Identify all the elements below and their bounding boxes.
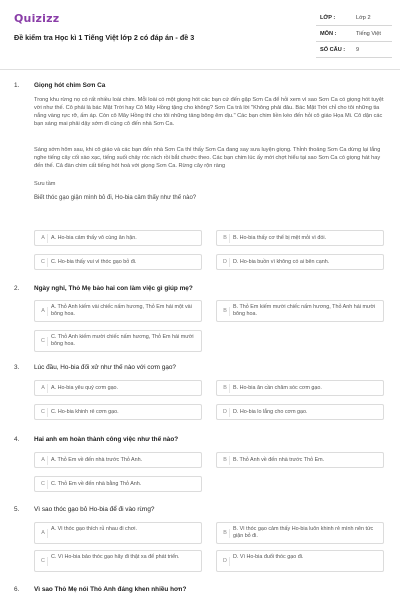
header-divider [0, 69, 400, 70]
option-b[interactable] [216, 452, 384, 468]
meta-value: 9 [356, 47, 360, 53]
option-text: A. Thỏ Em về đến nhà trước Thỏ Anh. [51, 457, 143, 463]
question-title: Lúc đầu, Ho-bia đối xử như thế nào với cơm gạo? [34, 364, 176, 371]
question-text: Biết thóc gạo giận mình bỏ đi, Ho-bia cảm thấy như thế nào? [34, 195, 197, 201]
question-title: Vì sao Thỏ Mẹ nói Thỏ Anh đáng khen nhiều hơn? [34, 586, 187, 593]
option-c[interactable] [34, 254, 202, 270]
option-a[interactable] [34, 230, 202, 246]
meta-value: Lớp 2 [356, 15, 371, 21]
meta-label: MÔN : [320, 31, 337, 37]
option-text: A. Ho-bia cảm thấy vô cùng ân hận. [51, 235, 137, 241]
passage-source: Sưu tầm [34, 181, 56, 187]
question-number: 1. [14, 82, 20, 89]
option-c[interactable] [34, 476, 202, 492]
option-text: A. Vì thóc gạo thích rủ nhau đi chơi. [51, 526, 137, 532]
question-number: 6. [14, 586, 20, 593]
option-text: C. Thỏ Anh kiếm mười chiếc nấm hương, Thỏ Em hái mười bông hoa. [51, 334, 194, 347]
meta-label: LỚP : [320, 15, 336, 21]
quizizz-logo: Quizizz [14, 12, 60, 25]
meta-table [316, 10, 392, 58]
option-letter: B [221, 384, 230, 393]
meta-value: Tiếng Việt [356, 31, 381, 37]
option-text: B. Ho-bia ăn cần chăm sóc cơm gạo. [233, 385, 322, 391]
option-letter: C [39, 337, 48, 346]
option-text: A. Ho-bia yêu quý cơm gạo. [51, 385, 119, 391]
option-letter: A [39, 384, 48, 393]
option-letter: C [39, 258, 48, 267]
question-title: Ngày nghỉ, Thỏ Mẹ bảo hai con làm việc gì giúp mẹ? [34, 285, 193, 292]
passage-paragraph: Trong khu rừng nọ có rất nhiều loài chim. Mỗi loài có một giọng hót các bạn cứ đến gặp Sơn Ca để hỏi xem vì sao Sơn Ca có giọng hót tuyệt vời như thế. Cô phải là bác Mặt Trời hay Cô Mây Hồng tặng cho không? Sơn Ca trả lời "Không phải đâu. Bác Mặt Trời chỉ cho tôi những tia nắng vàng rực rỡ, ấm áp. Còn cô Mây Hồng thì cho tôi những tảng bông êm dịu." Các bạn chim liền kéo đến hỏi cô giáo Họa Mi. Cô dặn các bạn sáng mai phải dậy sớm đi cùng cô đến nhà Sơn Ca. [34, 97, 384, 127]
passage-paragraph: Sáng sớm hôm sau, khi cô giáo và các bạn đến nhà Sơn Ca thì thấy Sơn Ca đang say sưa luyện giọng. Thỉnh thoảng Sơn Ca dừng lại lắng nghe tiếng cây cối xào xạc, tiếng suối chảy róc rách rồi bắt chước theo. Các bạn chim lúc ấy mới chợt hiểu tại sao Sơn Ca có giọng hát hay đến thế. Cả đàn chim cất tiếng hót hoà với giọng Sơn Ca. Rừng cây rộn ràng [34, 147, 381, 169]
question-number: 3. [14, 364, 20, 371]
option-letter: B [221, 307, 230, 316]
meta-row-subject [316, 26, 392, 42]
option-letter: A [39, 529, 48, 538]
document-title: Đề kiểm tra Học kì 1 Tiếng Việt lớp 2 có đáp án - đề 3 [14, 33, 195, 42]
option-a[interactable] [34, 452, 202, 468]
question-number: 5. [14, 506, 20, 513]
option-text: D. Vì Ho-bia đuổi thóc gạo đi. [233, 554, 304, 560]
option-letter: C [39, 480, 48, 489]
option-d[interactable] [216, 404, 384, 420]
option-letter: A [39, 307, 48, 316]
option-c[interactable] [34, 404, 202, 420]
question-number: 4. [14, 436, 20, 443]
question-number: 2. [14, 285, 20, 292]
option-text: C. Ho-bia khinh rẻ cơm gạo. [51, 409, 119, 415]
option-b[interactable] [216, 380, 384, 396]
option-text: B. Thỏ Em kiếm mười chiếc nấm hương, Thỏ Anh hái mười bông hoa. [233, 304, 376, 317]
option-text: D. Ho-bia lo lắng cho cơm gạo. [233, 409, 308, 415]
option-text: B. Vì thóc gạo cảm thấy Ho-bia luôn khinh rẻ mình nên tức giận bỏ đi. [233, 526, 374, 539]
option-b[interactable] [216, 522, 384, 544]
option-a[interactable] [34, 300, 202, 322]
question-title: Giọng hót chim Sơn Ca [34, 82, 106, 89]
question-title: Hai anh em hoàn thành công việc như thế nào? [34, 436, 179, 443]
meta-label: SỐ CÂU : [320, 47, 346, 53]
option-letter: B [221, 456, 230, 465]
option-d[interactable] [216, 550, 384, 572]
option-letter: D [221, 408, 230, 417]
option-a[interactable] [34, 522, 202, 544]
option-letter: B [221, 234, 230, 243]
option-letter: A [39, 234, 48, 243]
document-header [0, 0, 400, 64]
option-letter: D [221, 258, 230, 267]
meta-row-class [316, 10, 392, 26]
option-text: C. Ho-bia thấy vui vì thóc gạo bỏ đi. [51, 259, 137, 265]
option-letter: B [221, 529, 230, 538]
option-letter: A [39, 456, 48, 465]
meta-row-count [316, 42, 392, 58]
option-text: C. Thỏ Em về đến nhà bằng Thỏ Anh. [51, 481, 142, 487]
option-a[interactable] [34, 380, 202, 396]
option-c[interactable] [34, 330, 202, 352]
option-letter: C [39, 408, 48, 417]
option-text: B. Thỏ Anh về đến nhà trước Thỏ Em. [233, 457, 325, 463]
option-letter: D [221, 557, 230, 566]
option-text: C. Vì Ho-bia bảo thóc gạo hãy đi thật xa để phát triển. [51, 554, 180, 560]
option-text: B. Ho-bia thấy cơ thể bị mệt mỏi vì đói. [233, 235, 327, 241]
option-c[interactable] [34, 550, 202, 572]
option-d[interactable] [216, 254, 384, 270]
option-text: A. Thỏ Anh kiếm vài chiếc nấm hương, Thỏ Em hái một vài bông hoa. [51, 304, 192, 317]
option-letter: C [39, 557, 48, 566]
option-b[interactable] [216, 230, 384, 246]
question-title: Vì sao thóc gạo bỏ Ho-bia để đi vào rừng? [34, 506, 155, 513]
option-b[interactable] [216, 300, 384, 322]
option-text: D. Ho-bia buồn vì không có ai bên cạnh. [233, 259, 330, 265]
